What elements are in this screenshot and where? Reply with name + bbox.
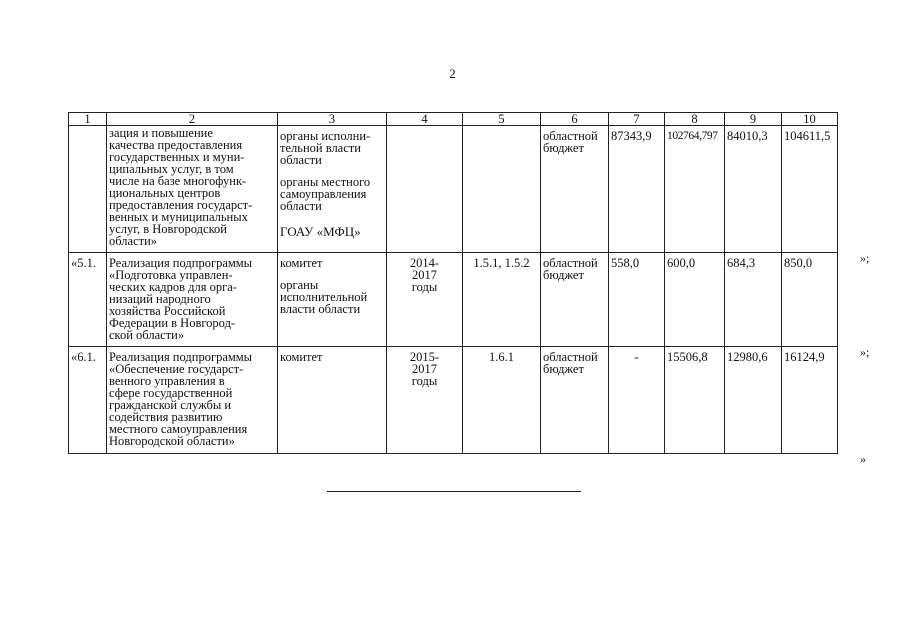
- text-line: ГОАУ «МФЦ»: [280, 224, 361, 239]
- text-line: областной: [543, 350, 598, 364]
- text-line: числе на базе многофунк-: [109, 174, 247, 188]
- text-line: бюджет: [543, 141, 584, 155]
- targets-cell: 1.5.1, 1.5.2: [463, 253, 541, 347]
- text-line: «Обеспечение государст-: [109, 362, 244, 376]
- text-line: бюджет: [543, 362, 584, 376]
- value-2014: 558,0: [609, 253, 665, 347]
- value-2017: 16124,9: [782, 347, 838, 454]
- text-line: области»: [109, 234, 158, 248]
- table-header-row: [69, 113, 838, 126]
- header-cell: 5: [463, 113, 541, 126]
- source-cell: [541, 347, 609, 454]
- text-line: циональных центров: [109, 186, 221, 200]
- text-line: бюджет: [543, 268, 584, 282]
- value-2014: -: [609, 347, 665, 454]
- text-line: самоуправления: [280, 187, 367, 201]
- years-cell: [387, 126, 463, 253]
- value-2014: 87343,9: [609, 126, 665, 253]
- table-row: [69, 347, 838, 454]
- text-line: органы: [280, 278, 319, 292]
- text-line: предоставления государст-: [109, 198, 253, 212]
- text-line: 2015-: [409, 350, 440, 364]
- text-line: тельной власти: [280, 141, 361, 155]
- text-line: 2017: [412, 362, 437, 376]
- text-line: ципальных услуг, в том: [109, 162, 234, 176]
- row-number: «5.1.: [69, 253, 107, 347]
- text-line: области: [280, 153, 322, 167]
- text-line: власти области: [280, 302, 361, 316]
- activity-name-cell: [107, 347, 278, 454]
- text-line: Реализация подпрограммы: [109, 350, 253, 364]
- text-line: органы местного: [280, 175, 371, 189]
- header-cell: 1: [69, 113, 107, 126]
- value-2016: 684,3: [725, 253, 782, 347]
- value-2016: 84010,3: [725, 126, 782, 253]
- years-cell: [387, 253, 463, 347]
- text-line: годы: [411, 280, 438, 294]
- page-number: 2: [449, 66, 456, 81]
- text-line: ской области»: [109, 328, 185, 342]
- header-cell: 7: [609, 113, 665, 126]
- text-line: низаций народного: [109, 292, 211, 306]
- value-2015: 600,0: [665, 253, 725, 347]
- executor-cell: [278, 253, 387, 347]
- row-trailer: »;: [860, 251, 870, 265]
- activity-name-cell: [107, 126, 278, 253]
- targets-cell: [463, 126, 541, 253]
- text-line: Федерации в Новгород-: [109, 316, 236, 330]
- source-cell: [541, 126, 609, 253]
- text-line: венных и муниципальных: [109, 210, 248, 224]
- value-2016: 12980,6: [725, 347, 782, 454]
- years-cell: [387, 347, 463, 454]
- header-cell: 10: [782, 113, 838, 126]
- value-2015: 102764,797: [665, 126, 725, 253]
- value-2017: 850,0: [782, 253, 838, 347]
- text-line: областной: [543, 256, 598, 270]
- text-line: исполнительной: [280, 290, 368, 304]
- text-line: сфере государственной: [109, 386, 233, 400]
- value-2015: 15506,8: [665, 347, 725, 454]
- text-line: органы исполни-: [280, 129, 371, 143]
- text-line: зация и повышение: [109, 126, 213, 140]
- text-line: содействия развитию: [109, 410, 223, 424]
- header-cell: 9: [725, 113, 782, 126]
- text-line: Новгородской области»: [109, 434, 235, 448]
- table-row: [69, 126, 838, 253]
- row-trailer: »: [860, 452, 866, 466]
- text-line: комитет: [280, 256, 323, 270]
- text-line: хозяйства Российской: [109, 304, 226, 318]
- value-2017: 104611,5: [782, 126, 838, 253]
- row-trailer: »;: [860, 345, 870, 359]
- row-number: [69, 126, 107, 253]
- text-line: ческих кадров для орга-: [109, 280, 237, 294]
- executor-cell: [278, 347, 387, 454]
- text-line: услуг, в Новгородской: [109, 222, 227, 236]
- closing-rule: [327, 491, 581, 492]
- text-line: области: [280, 199, 322, 213]
- text-line: качества предоставления: [109, 138, 243, 152]
- header-cell: 3: [278, 113, 387, 126]
- header-cell: 8: [665, 113, 725, 126]
- program-table: [68, 112, 838, 454]
- text-line: местного самоуправления: [109, 422, 248, 436]
- text-line: гражданской службы и: [109, 398, 232, 412]
- header-cell: 6: [541, 113, 609, 126]
- header-cell: 2: [107, 113, 278, 126]
- text-line: областной: [543, 129, 598, 143]
- executor-cell: [278, 126, 387, 253]
- text-line: венного управления в: [109, 374, 225, 388]
- header-cell: 4: [387, 113, 463, 126]
- text-line: годы: [411, 374, 438, 388]
- text-line: 2017: [412, 268, 437, 282]
- row-number: «6.1.: [69, 347, 107, 454]
- text-line: 2014-: [409, 256, 440, 270]
- activity-name-cell: [107, 253, 278, 347]
- text-line: Реализация подпрограммы: [109, 256, 253, 270]
- source-cell: [541, 253, 609, 347]
- text-line: комитет: [280, 350, 323, 364]
- text-line: государственных и муни-: [109, 150, 245, 164]
- text-line: «Подготовка управлен-: [109, 268, 233, 282]
- targets-cell: 1.6.1: [463, 347, 541, 454]
- table-row: [69, 253, 838, 347]
